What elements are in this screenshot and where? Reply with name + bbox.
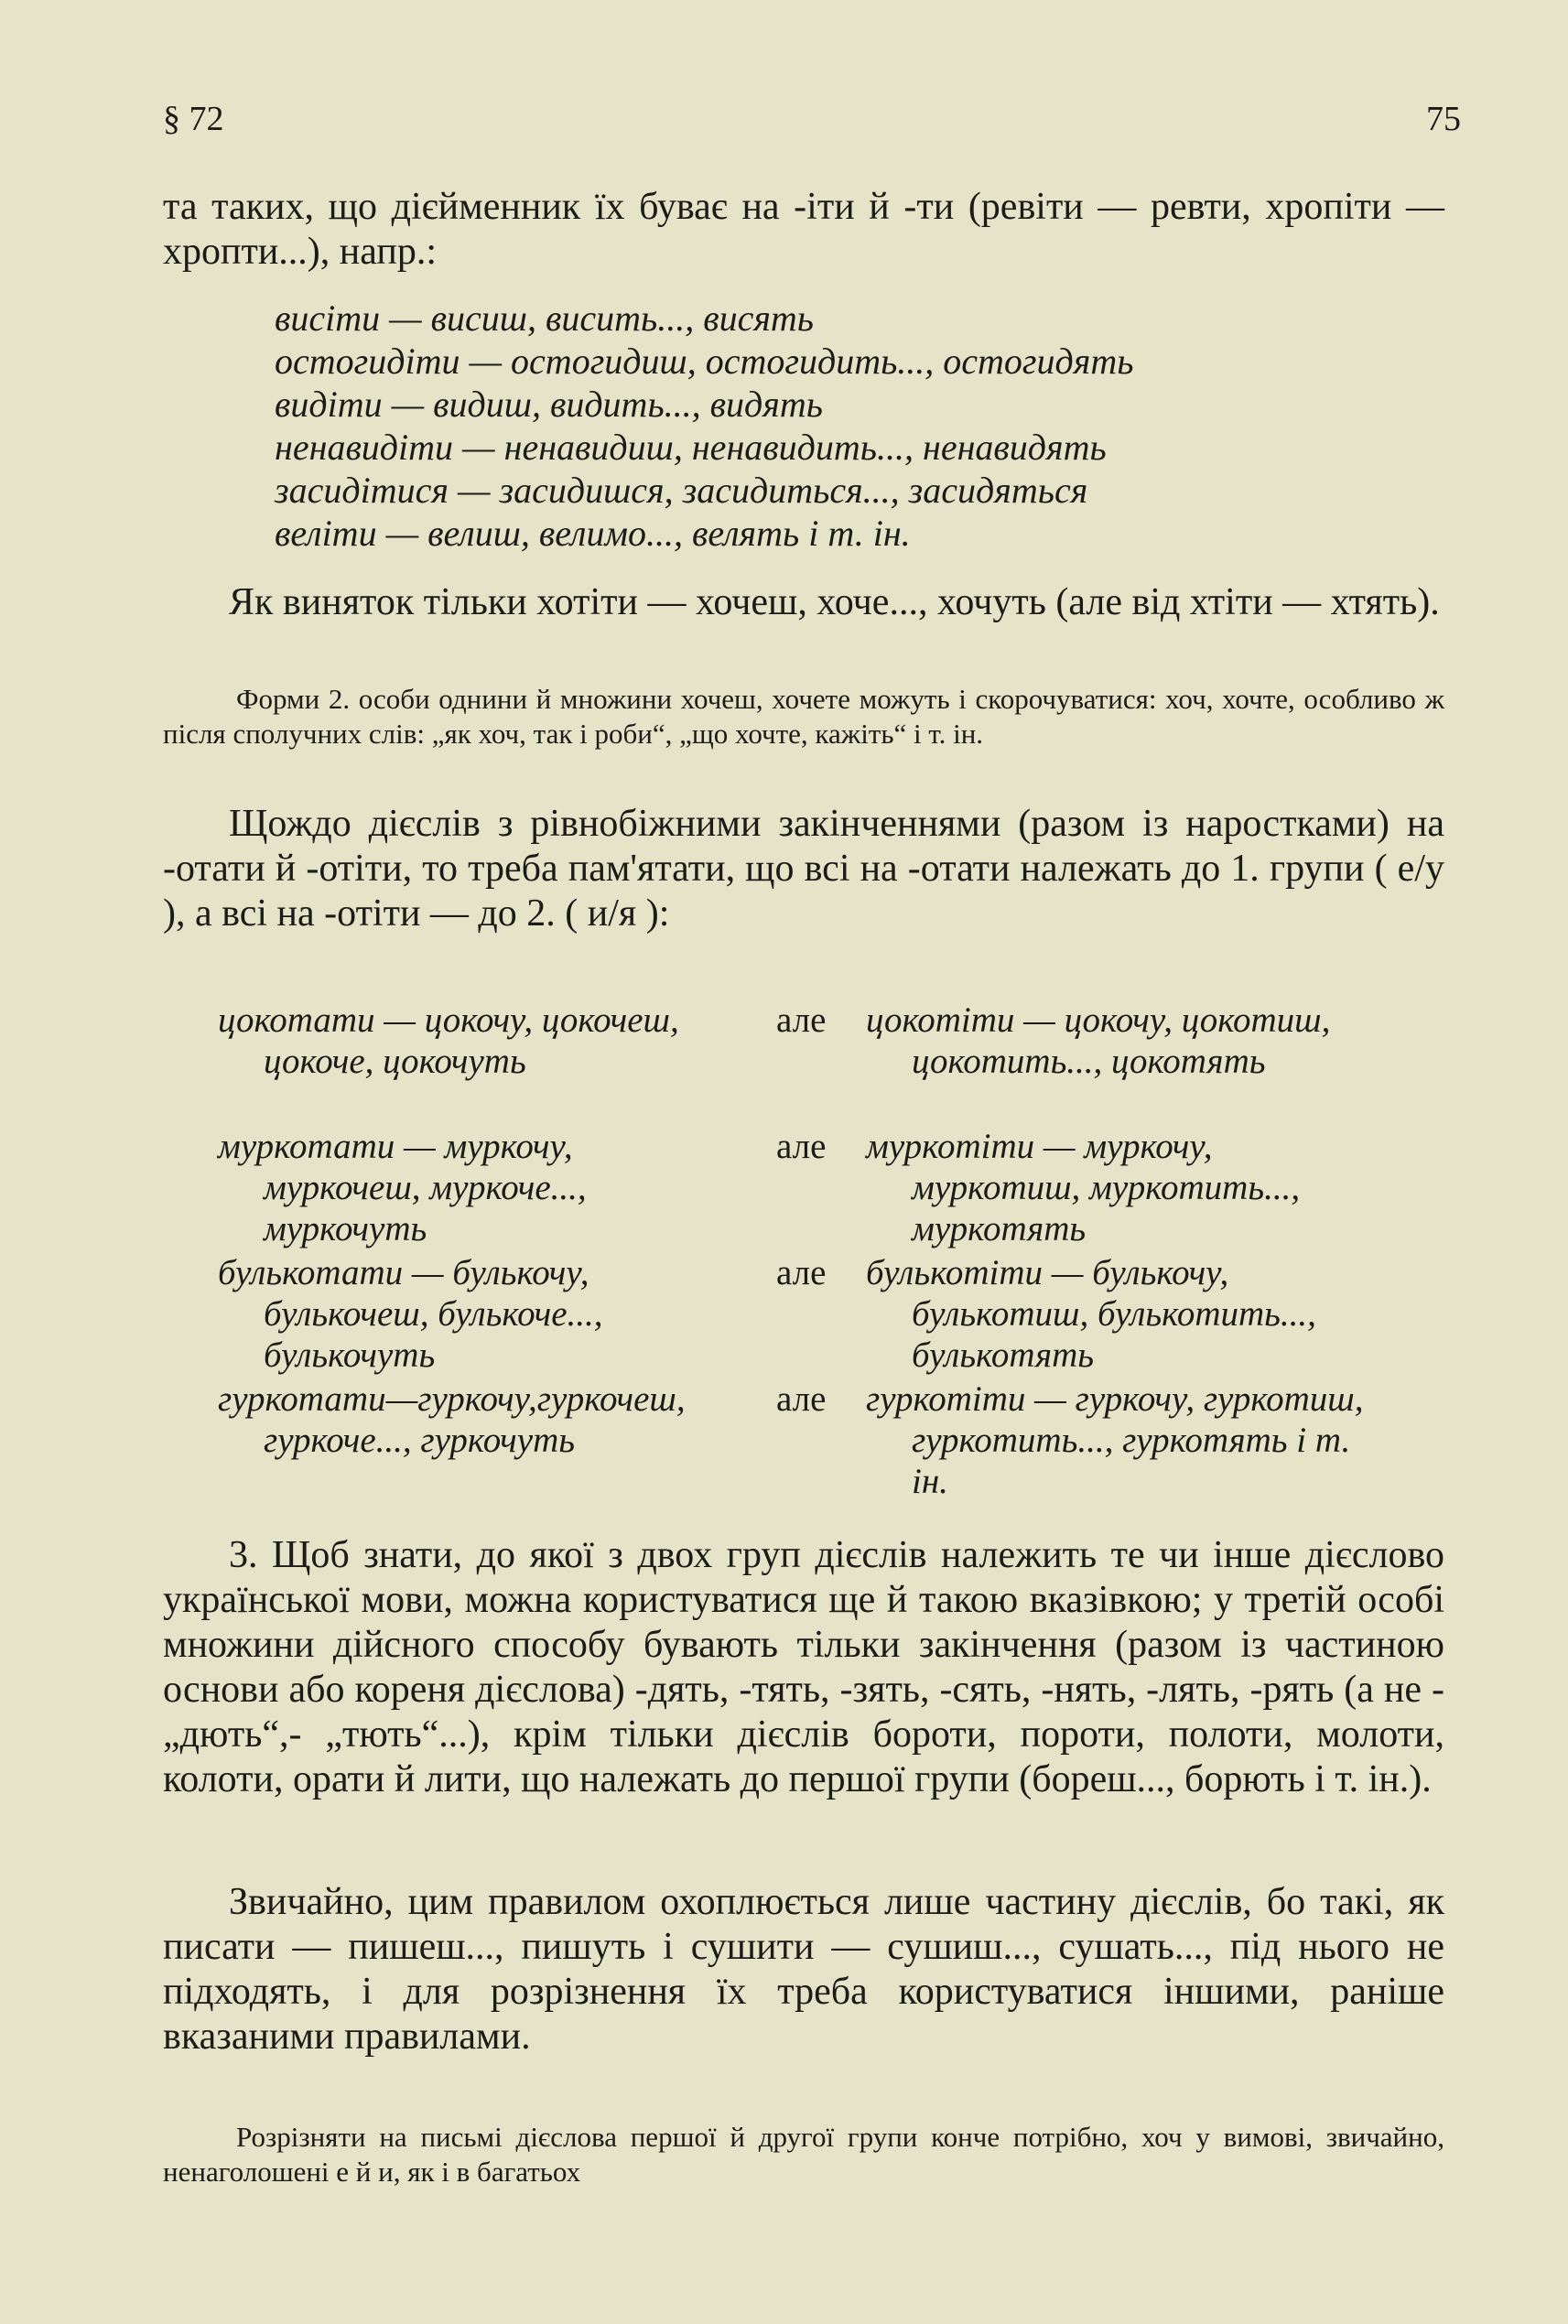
example-line: видіти — видиш, видить..., видять bbox=[275, 384, 823, 425]
pair-left: муркотати — муркочу, муркочеш, муркоче..., муркочуть bbox=[218, 1127, 587, 1248]
example-line: засидітися — засидишся, засидиться..., засидяться bbox=[275, 470, 1088, 511]
footnote-distinguish bbox=[163, 2120, 1444, 2189]
separator-word: але bbox=[776, 1253, 827, 1292]
separator-word: але bbox=[776, 1127, 827, 1166]
example-line: висіти — висиш, висить..., висять bbox=[275, 297, 815, 339]
pair-right: булькотіти — булькочу, булькотиш, булькотить..., булькотять bbox=[866, 1253, 1316, 1375]
paragraph-exception-text: Як виняток тільки хотіти — хочеш, хоче..., хочуть (але від хтіти — хтять). bbox=[229, 581, 1440, 623]
paragraph-rule-three-text: 3. Щоб знати, до якої з двох груп дієслів належить те чи інше дієслово української мови, можна користуватися ще й такою вказівкою; у третій особі множини дійсного способу бувають тільки закінчення (разом із частиною основи або кореня дієслова) -дять, -тять, -зять, -сять, -нять, -лять, -рять (а не -„дють“,- „тють“...), крім тільки дієслів бороти, пороти, полоти, молоти, колоти, орати й лити, що належать до першої групи (бореш..., борють і т. ін.). bbox=[163, 1534, 1444, 1800]
paragraph-rule-three bbox=[163, 1533, 1444, 1802]
pair-right: гуркотіти — гуркочу, гуркотиш, гуркотить..., гуркотять і т. ін. bbox=[866, 1379, 1364, 1501]
pair-left: гуркотати—гуркочу,гуркочеш, гуркоче..., гуркочуть bbox=[218, 1379, 686, 1460]
section-number: § 72 bbox=[163, 100, 224, 138]
example-line: ненавидіти — ненавидиш, ненавидить..., ненавидять bbox=[275, 427, 1107, 468]
paragraph-intro-text: та таких, що дієйменник їх буває на -іти й -ти (ревіти — ревти, хропіти — хропти...), напр.: bbox=[163, 186, 1444, 273]
page-number: 75 bbox=[1426, 100, 1461, 138]
pair-left: цокотати — цокочу, цокочеш, цокоче, цокочуть bbox=[218, 1000, 679, 1081]
footnote-distinguish-text: Розрізняти на письмі дієслова першої й другої групи конче потрібно, хоч у вимові, звичайно, ненаголошені е й и, як і в багатьох bbox=[163, 2121, 1444, 2188]
paragraph-remark bbox=[163, 1880, 1444, 2059]
pair-right: муркотіти — муркочу, муркотиш, муркотить..., муркотять bbox=[866, 1127, 1301, 1248]
paragraph-intro bbox=[163, 185, 1444, 275]
pair-left: булькотати — булькочу, булькочеш, булькоче..., булькочуть bbox=[218, 1253, 603, 1375]
pair-right: цокотіти — цокочу, цокотиш, цокотить..., цокотять bbox=[866, 1000, 1331, 1081]
paragraph-parallel-endings bbox=[163, 802, 1444, 936]
paragraph-exception bbox=[163, 580, 1444, 625]
footnote-forms bbox=[163, 682, 1444, 751]
footnote-forms-text: Форми 2. особи однини й множини хочеш, хочете можуть і скорочуватися: хоч, хочте, особливо ж після сполучних слів: „як хоч, так і роби“, „що хочте, кажіть“ і т. ін. bbox=[163, 683, 1444, 750]
paragraph-parallel-endings-text: Щождо дієслів з рівнобіжними закінченнями (разом із наростками) на -отати й -отіти, то треба пам'ятати, що всі на -отати належать до 1. групи ( е/у ), а всі на -отіти — до 2. ( и/я ): bbox=[163, 803, 1444, 935]
example-line: остогидіти — остогидиш, остогидить..., остогидять bbox=[275, 340, 1134, 382]
separator-word: але bbox=[776, 1000, 827, 1040]
separator-word: але bbox=[776, 1379, 827, 1419]
example-line: веліти — велиш, велимо..., велять і т. ін. bbox=[275, 513, 911, 554]
paragraph-remark-text: Звичайно, цим правилом охоплюється лише частину дієслів, бо такі, як писати — пишеш..., пишуть і сушити — сушиш..., сушать..., під нього не підходять, і для розрізнення їх треба користуватися іншими, раніше вказаними правилами. bbox=[163, 1881, 1444, 2058]
example-list bbox=[275, 297, 1133, 555]
